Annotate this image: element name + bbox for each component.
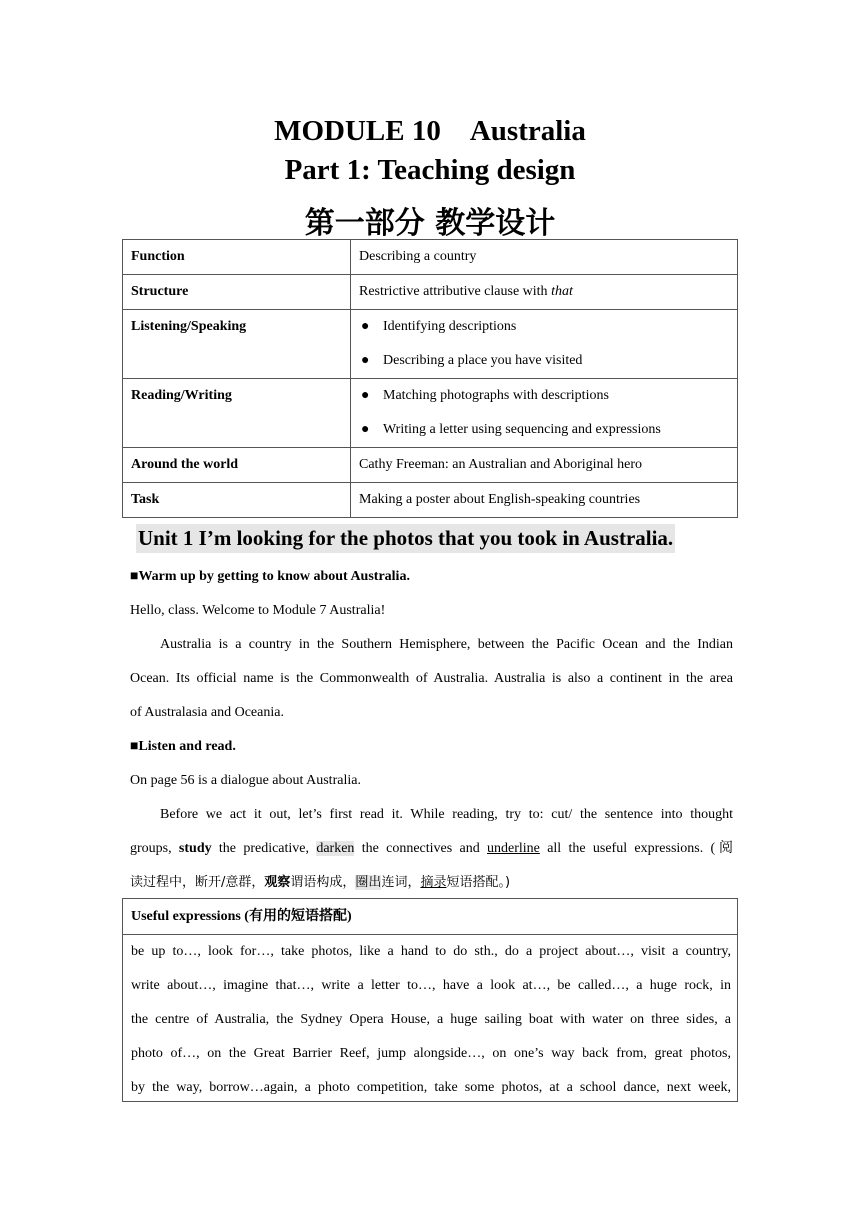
paragraph-line: Australia is a country in the Southern Hemisphere, between the Pacific Ocean and the Indian [160,637,733,652]
useful-expressions-box [122,898,738,1102]
row-value: Describing a country [351,240,738,275]
list-item: ● Describing a place you have visited [359,344,729,378]
expression-line: photo of…, on the Great Barrier Reef, jump alongside…, on one’s way back from, great photos, [131,1046,731,1061]
table-row [123,310,738,379]
intro-text: On page 56 is a dialogue about Australia. [130,773,361,788]
row-value: Making a poster about English-speaking countries [351,483,738,518]
paragraph-line: groups, study the predicative, darken the connectives and underline all the useful expressions. (阅 [130,841,733,856]
row-value: Restrictive attributive clause with that [351,275,738,310]
bullet-icon: ● [361,422,370,437]
table-row [123,379,738,448]
box-body [123,935,737,1105]
row-value [351,379,738,448]
expression-line: the centre of Australia, the Sydney Opera House, a huge sailing boat with water on three sides, a [131,1012,731,1027]
warmup-section [130,560,733,730]
paragraph-line: Before we act it out, let’s first read it. While reading, try to: cut/ the sentence into thought [160,807,733,822]
row-value [351,310,738,379]
paragraph-line-chinese: 读过程中，断开/意群，观察谓语构成，圈出连词，摘录短语搭配。) [130,875,511,890]
module-overview-table [122,239,738,518]
chinese-title: 第一部分 教学设计 [304,206,556,241]
section-heading: ■Listen and read. [130,739,236,754]
table-row [123,240,738,275]
module-title: MODULE 10 Australia [274,115,586,147]
emphasis-text: that [551,284,573,299]
row-value: Cathy Freeman: an Australian and Aboriginal hero [351,448,738,483]
part-title: Part 1: Teaching design [284,154,576,186]
list-item: ● Identifying descriptions [359,310,729,344]
row-label: Structure [123,275,351,310]
list-item: ● Writing a letter using sequencing and expressions [359,413,729,447]
expression-line: write about…, imagine that…, write a letter to…, have a look at…, be called…, a huge rock, in [131,978,731,993]
highlighted-word: darken [316,841,355,856]
row-label: Listening/Speaking [123,310,351,379]
unit-title: Unit 1 I’m looking for the photos that you took in Australia. [136,524,675,553]
bold-word: 观察 [264,875,291,890]
paragraph-line: Ocean. Its official name is the Commonwealth of Australia. Australia is also a continent in the area [130,671,733,686]
underlined-word: underline [487,841,540,856]
expression-line: be up to…, look for…, take photos, like a hand to do sth., do a project about…, visit a country, [131,944,731,959]
section-heading: ■Warm up by getting to know about Australia. [130,569,410,584]
expression-line: by the way, borrow…again, a photo competition, take some photos, at a school dance, next week, [131,1080,731,1095]
table-row [123,448,738,483]
bullet-icon: ● [361,388,370,403]
bullet-icon: ● [361,353,370,368]
table-row [123,275,738,310]
row-label: Around the world [123,448,351,483]
underlined-word: 摘录 [420,875,447,890]
highlighted-word: 圈出 [355,875,382,890]
row-label: Task [123,483,351,518]
bullet-icon: ● [361,319,370,334]
list-item: ● Matching photographs with descriptions [359,379,729,413]
table-row [123,483,738,518]
box-heading: Useful expressions (有用的短语搭配) [123,899,737,935]
paragraph-line: of Australasia and Oceania. [130,705,284,720]
row-label: Reading/Writing [123,379,351,448]
bold-word: study [178,841,212,856]
greeting-text: Hello, class. Welcome to Module 7 Australia! [130,603,386,618]
listen-section [130,730,733,900]
row-label: Function [123,240,351,275]
